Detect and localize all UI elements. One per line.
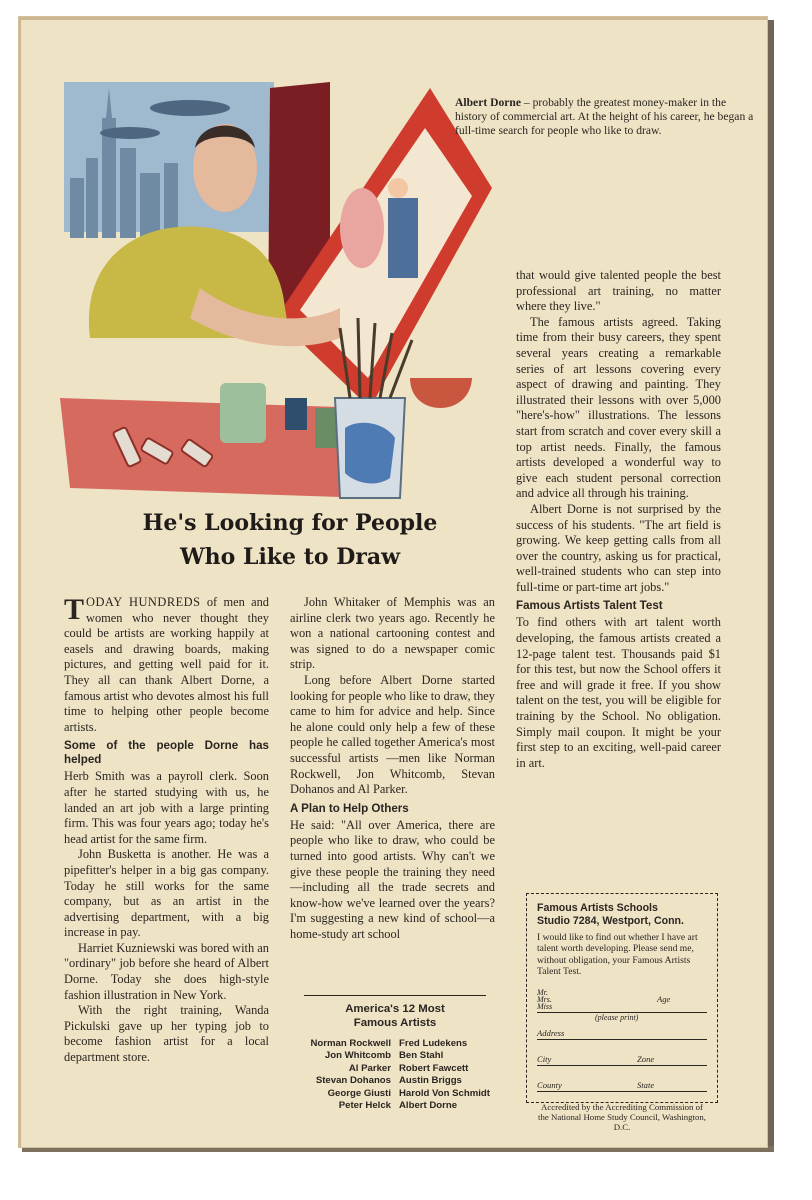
artist-name: Al Parker — [348, 1062, 391, 1074]
paragraph-he-said: He said: "All over America, there are people who like to draw, who could be turned into good artists. Why can't we give these people the training they need—including all the trade secrets and know-how we've learned over the years? I'm suggesting a new kind of school—a home-study art school — [290, 817, 495, 941]
paragraph-artists-agreed: The famous artists agreed. Taking time from their busy careers, they spent several years creating a remarkable series of art lessons covering every aspect of drawing and painting. They illustrated their lessons with over 5,000 "here's-how" illustrations. The lessons start from scratch and cover every skill a top artist needs. Finally, the famous artists developed a wonderful way to give each student personal correction and advice all through his training. — [516, 314, 721, 501]
field-label-mr: Mr. — [537, 987, 548, 997]
albert-dorne-illustration — [40, 78, 510, 508]
caption-name: Albert Dorne — [455, 96, 522, 109]
canvas-figure-cowboy — [388, 198, 418, 278]
field-label-city: City — [537, 1053, 552, 1064]
mail-coupon[interactable] — [526, 893, 718, 1133]
coupon-body: I would like to find out whether I have art talent worth developing. Please send me, without obligation, your Famous Artists Talent Test. — [537, 932, 698, 978]
water-bowl — [410, 378, 472, 408]
headline-line-2: Who Like to Draw — [179, 544, 401, 570]
paragraph-john-busketta: John Busketta is another. He was a pipefitter's helper in a big gas company. Today he still works for the same company, but as an artist in the advertising department, with a big increase in pay. — [64, 847, 269, 940]
field-label-address: Address — [537, 1027, 565, 1038]
famous-artists-list — [290, 995, 500, 1112]
name-age-field[interactable] — [537, 982, 707, 1013]
drop-cap: T — [64, 593, 85, 626]
artist-name: Ben Stahl — [399, 1050, 444, 1062]
paragraph-herb-smith: Herb Smith was a payroll clerk. Soon after he started studying with us, he landed an art job with a large printing firm. This was four years ago; today he's head artist for the same firm. — [64, 769, 269, 846]
article-column-2 — [290, 595, 495, 942]
caption-text: – probably the greatest money-maker in the history of commercial art. At the height of his career, he began a full-time search for people who like to draw. — [455, 96, 754, 137]
field-label-zone: Zone — [637, 1053, 655, 1064]
section-heading-helped: Some of the people Dorne has helped — [64, 739, 269, 767]
field-label-state: State — [637, 1079, 655, 1090]
divider-rule — [304, 995, 486, 996]
coupon-title-2: Studio 7284, Westport, Conn. — [537, 915, 684, 927]
famous-title-line-2: Famous Artists — [353, 1017, 437, 1029]
field-label-age: Age — [657, 993, 671, 1004]
intro-smallcaps: ODAY HUNDREDS — [86, 595, 201, 609]
field-label-miss: Miss — [537, 1001, 553, 1011]
artist-name: Peter Helck — [338, 1100, 391, 1112]
intro-text: of men and women who never thought they could be artists are working happily at easels and drawing boards, making pictures, and getting well paid for it. They all can thank Albert Dorne, a famous artist who devotes almost his full time to helping other people become artists. — [64, 595, 269, 734]
coupon-title-1: Famous Artists Schools — [537, 902, 658, 914]
paragraph-john-whitaker: John Whitaker of Memphis was an airline clerk two years ago. Recently he won a national cartooning contest and was signed to do a newspaper comic strip. — [290, 595, 495, 672]
section-heading-plan: A Plan to Help Others — [290, 801, 409, 815]
field-label-mrs: Mrs. — [537, 994, 552, 1004]
artist-name: Robert Fawcett — [399, 1062, 469, 1074]
famous-title-line-1: America's 12 Most — [345, 1003, 445, 1015]
artist-name: Fred Ludekens — [399, 1038, 468, 1049]
artist-name: Albert Dorne — [399, 1100, 458, 1112]
artist-names-grid — [290, 1038, 500, 1112]
artist-name: Harold Von Schmidt — [399, 1087, 490, 1099]
intro-paragraph — [64, 595, 269, 735]
city-zone-field[interactable] — [537, 1052, 707, 1066]
paint-jars — [220, 383, 266, 443]
artist-name: Norman Rockwell — [310, 1038, 391, 1049]
article-column-1 — [64, 595, 269, 1066]
headline-line-1: He's Looking for People — [142, 510, 438, 536]
paragraph-talent-test: To find others with art talent worth developing, the famous artists created a 12-page talent test. Thousands paid $1 for this test, but now the School offers it free and will grade it free. If you show talent on the test, you will be eligible for training by the School. No obligation. Simply mail coupon. It might be your first step to an exciting, well-paid career in art. — [516, 615, 721, 770]
field-label-please-print: (please print) — [595, 1012, 639, 1022]
canvas-figure-woman — [340, 188, 384, 268]
paragraph-wanda: With the right training, Wanda Pickulski gave up her typing job to become fashion artist for a local department store. — [64, 1003, 269, 1065]
article-column-3 — [516, 268, 721, 771]
address-field[interactable] — [537, 1026, 707, 1040]
artist-name: Austin Briggs — [399, 1075, 462, 1087]
artist-name: Jon Whitcomb — [324, 1050, 391, 1062]
section-heading-talent-test: Famous Artists Talent Test — [516, 599, 663, 613]
paragraph-long-before: Long before Albert Dorne started looking for people who like to draw, they came to him for advice and help. Since he alone could only help a few of these people he called together America's most successful artists —men like Norman Rockwell, Jon Whitcomb, Stevan Dohanos and Al Parker. — [290, 672, 495, 797]
accreditation-note: Accredited by the Accrediting Commission of the National Home Study Council, Washington, D.C. — [538, 1101, 706, 1133]
artist-name: Stevan Dohanos — [315, 1075, 391, 1087]
headline — [80, 506, 500, 574]
illustration-caption — [455, 96, 755, 138]
paragraph-continued: that would give talented people the best professional art training, no matter where they live." — [516, 268, 721, 314]
famous-artists-title — [290, 1002, 500, 1030]
artist-name: George Giusti — [327, 1087, 391, 1099]
county-state-field[interactable] — [537, 1078, 707, 1092]
field-label-county: County — [537, 1079, 562, 1090]
paragraph-not-surprised: Albert Dorne is not surprised by the success of his students. "The art field is growing. We keep getting calls from all over the country, asking us for practical, well-trained students who can step into full-time or part-time art jobs." — [516, 501, 721, 594]
paragraph-harriet: Harriet Kuzniewski was bored with an "ordinary" job before she heard of Albert Dorne. Today she does high-style fashion illustration in New York. — [64, 940, 269, 1002]
